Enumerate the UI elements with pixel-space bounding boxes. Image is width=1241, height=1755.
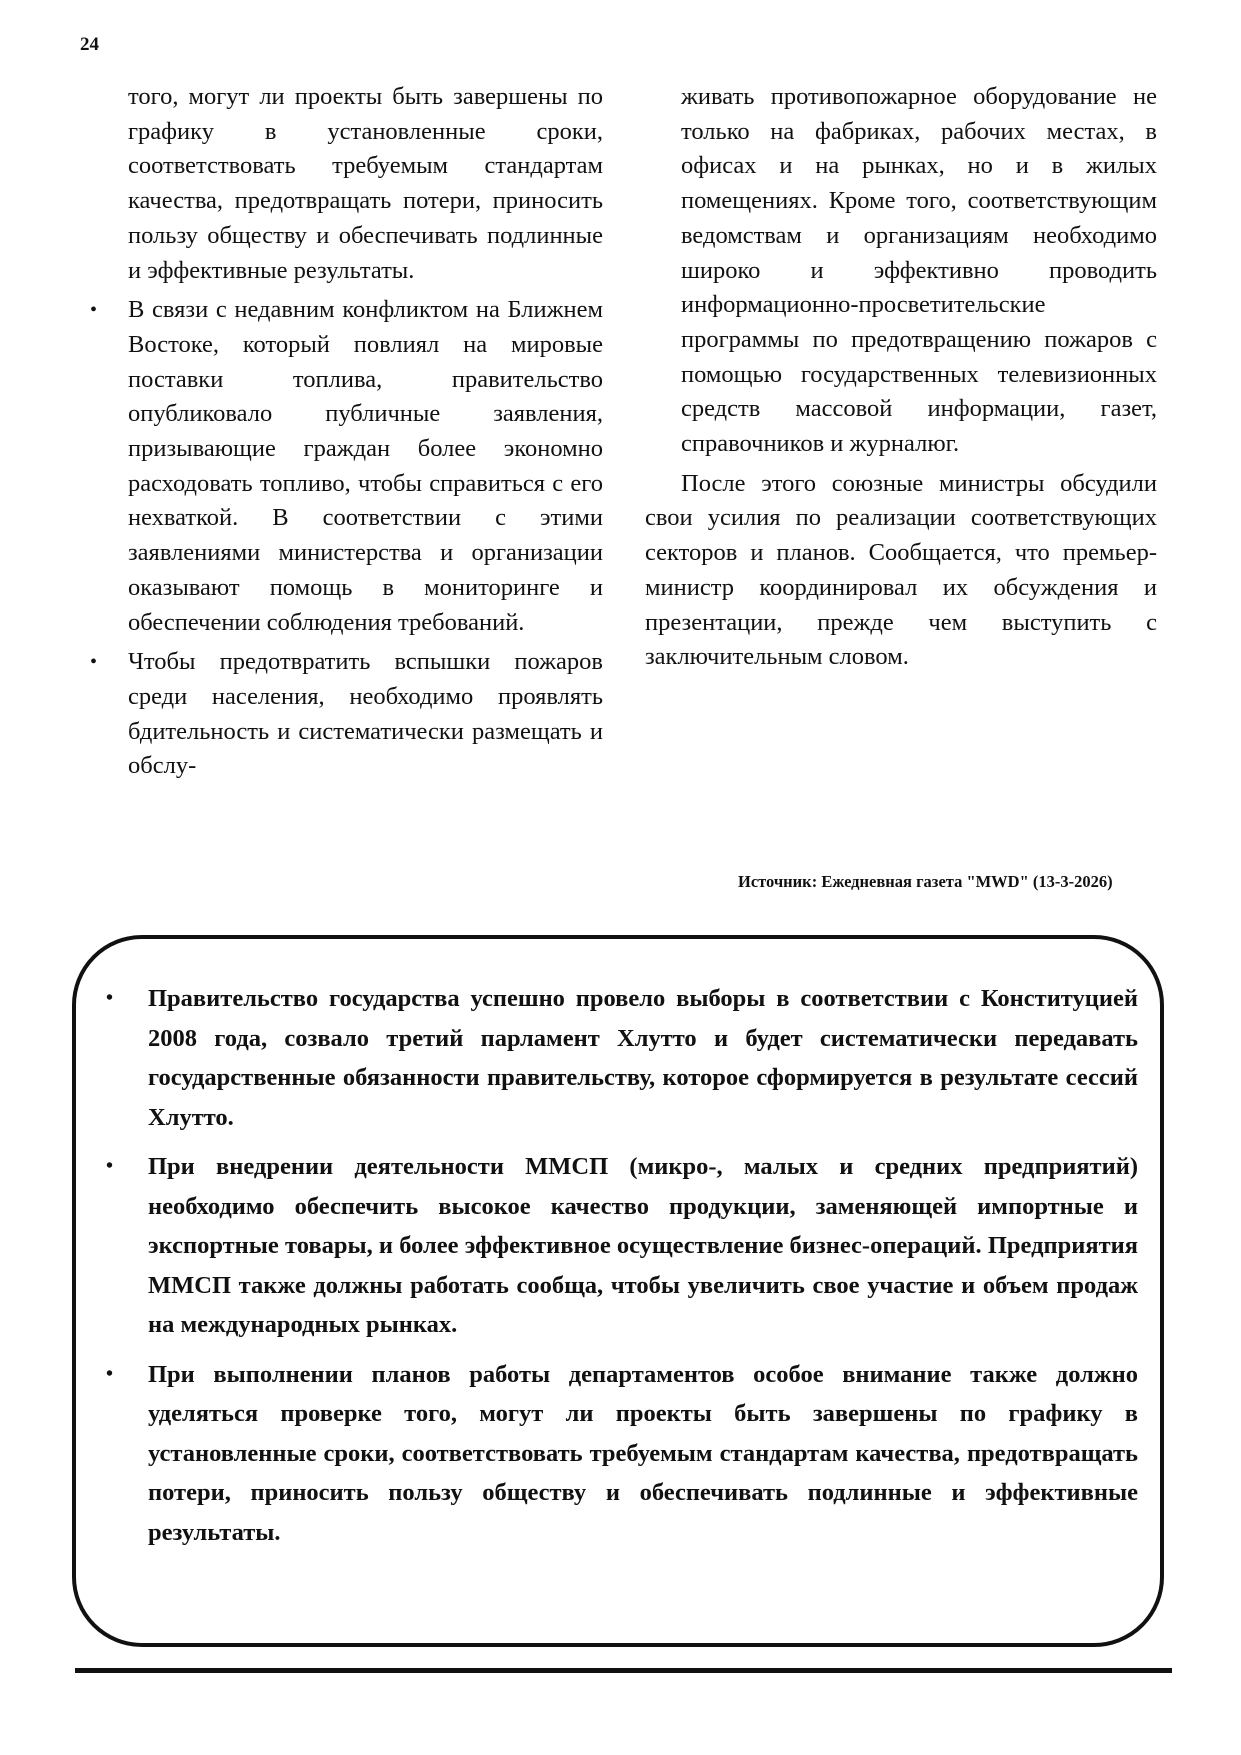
right-column [645,80,1157,675]
summary-text: При выполнении планов работы департаментов особое внимание также должно уделяться проверке того, могут ли проекты быть завершены по графику в установленные сроки, соответствовать требуемым стандартам качества, предотвращать потери, приносить пользу обществу и обеспечивать подлинные и эффективные результаты. [148,1360,1138,1546]
summary-item [74,1147,1138,1345]
page-number: 24 [80,34,99,55]
bullet-item [88,293,603,640]
right-continuation-text: живать противопожарное оборудование не только на фабриках, рабочих местах, в офисах и на рынках, но и в жилых помещениях. Кроме того, соответствующим ведомствам и организациям необходимо широко и эффективно проводить информационно-просветительские программы по предотвращению пожаров с помощью государственных телевизионных средств массовой информации, газет, справочников и журналюг. [681,83,1157,458]
summary-box [72,935,1164,1647]
summary-list [106,979,1138,1562]
bullet-icon: • [106,987,114,1009]
body-paragraph: После этого союзные министры обсудили свои усилия по реализации соответствующих секторов и планов. Сообщается, что премьер-министр координировал их обсуждения и презентации, прежде чем выступить с заключительным словом. [645,469,1157,671]
bullet-text: Чтобы предотвратить вспышки пожаров среди населения, необходимо проявлять бдительность и систематически размещать и обслу- [128,648,603,780]
left-continuation-text: того, могут ли проекты быть завершены по графику в установленные сроки, соответствовать требуемым стандартам качества, предотвращать потери, приносить пользу обществу и обеспечивать подлинные и эффективные результаты. [128,83,603,284]
summary-text: Правительство государства успешно провело выборы в соответствии с Конституцией 2008 года, созвало третий парламент Хлутто и будет систематически передавать государственные обязанности правительству, которое сформируется в результате сессий Хлутто. [148,985,1138,1131]
bullet-icon: • [106,1362,114,1385]
bottom-divider [75,1668,1172,1673]
bullet-icon: • [106,1155,114,1177]
bullet-item [88,645,603,784]
summary-item [74,1355,1138,1553]
summary-item [74,979,1138,1137]
bullet-icon: • [90,299,98,322]
bullet-icon: • [90,651,98,674]
source-citation: Источник: Ежедневная газета "MWD" (13-3-2026) [738,872,1113,891]
summary-text: При внедрении деятельности ММСП (микро-, малых и средних предприятий) необходимо обеспечить высокое качество продукции, заменяющей импортные и экспортные товары, и более эффективное осуществление бизнес-операций. Предприятия ММСП также должны работать сообща, чтобы увеличить свое участие и объем продаж на международных рынках. [148,1153,1138,1338]
left-column [88,80,603,784]
bullet-text: В связи с недавним конфликтом на Ближнем Востоке, который повлиял на мировые поставки топлива, правительство опубликовало публичные заявления, призывающие граждан более экономно расходовать топливо, чтобы справиться с его нехваткой. В соответствии с этими заявлениями министерства и организации оказывают помощь в мониторинге и обеспечении соблюдения требований. [128,296,603,636]
